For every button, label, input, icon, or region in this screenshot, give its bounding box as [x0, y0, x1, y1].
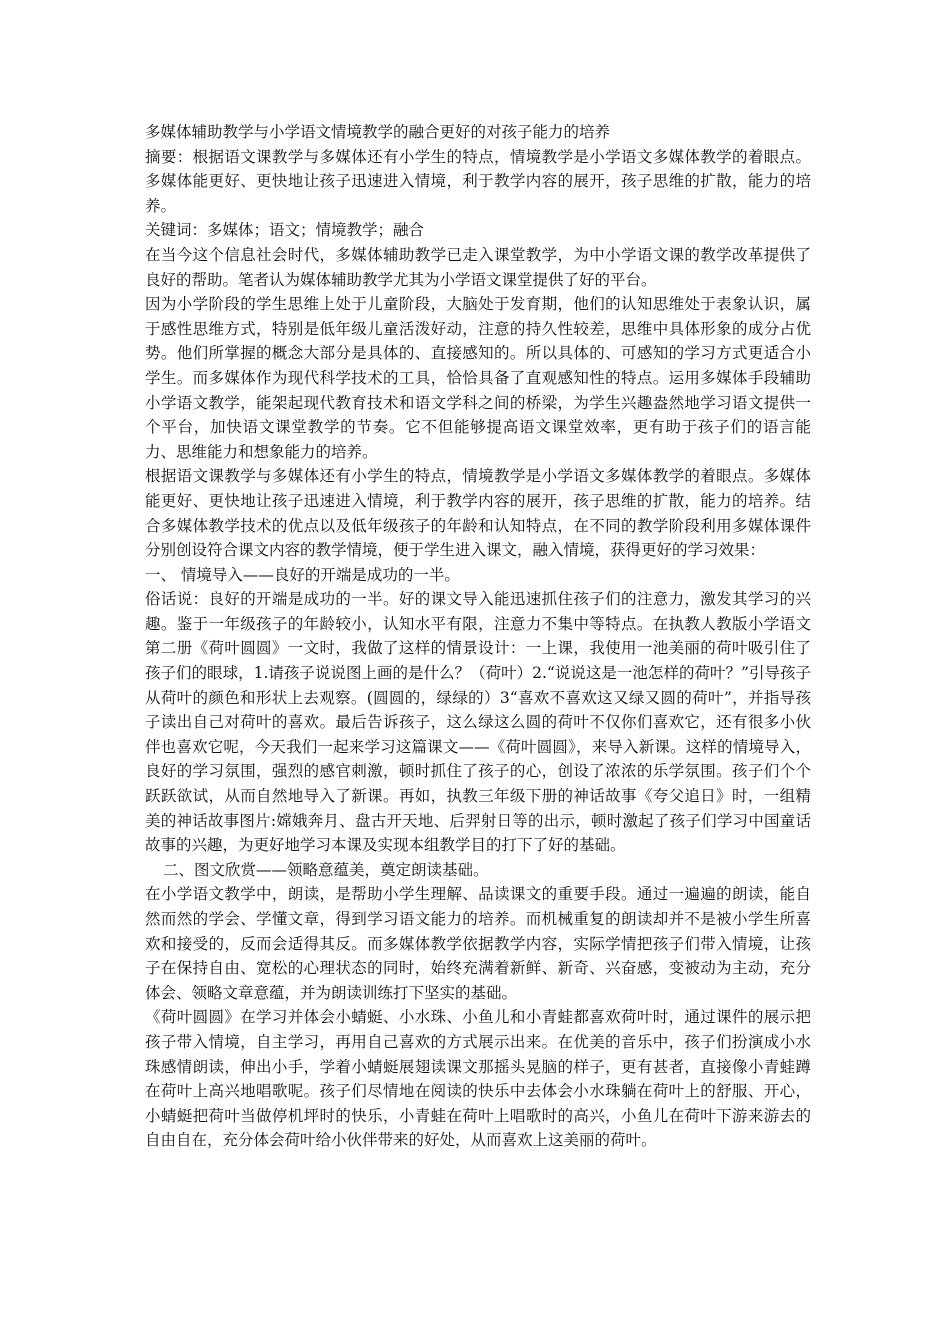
body-paragraph: 在当今这个信息社会时代，多媒体辅助教学已走入课堂教学，为中小学语文课的教学改革提供了良好的帮助。笔者认为媒体辅助教学尤其为小学语文课堂提供了好的平台。	[145, 245, 811, 289]
body-paragraph: 俗话说：良好的开端是成功的一半。好的课文导入能迅速抓住孩子们的注意力，激发其学习的兴趣。鉴于一年级孩子的年龄较小，认知水平有限，注意力不集中等特点。在执教人教版小学语文第二册《荷叶圆圆》一文时，我做了这样的情景设计：一上课，我使用一池美丽的荷叶吸引住了孩子们的眼球，1.请孩子说说图上画的是什么？（荷叶）2.“说说这是一池怎样的荷叶？”引导孩子从荷叶的颜色和形状上去观察。(圆圆的，绿绿的）3“喜欢不喜欢这又绿又圆的荷叶”，并指导孩子读出自己对荷叶的喜欢。最后告诉孩子，这么绿这么圆的荷叶不仅你们喜欢它，还有很多小伙伴也喜欢它呢，今天我们一起来学习这篇课文——《荷叶圆圆》，来导入新课。这样的情境导入，良好的学习氛围，强烈的感官刺激，顿时抓住了孩子的心，创设了浓浓的乐学氛围。孩子们个个跃跃欲试，从而自然地导入了新课。再如，执教三年级下册的神话故事《夸父追日》时，一组精美的神话故事图片:嫦娥奔月、盘古开天地、后羿射日等的出示，顿时激起了孩子们学习中国童话故事的兴趣，为更好地学习本课及实现本组教学目的打下了好的基础。	[145, 590, 811, 855]
section-heading: 一、 情境导入——良好的开端是成功的一半。	[145, 565, 460, 584]
body-paragraph: 《荷叶圆圆》在学习并体会小蜻蜓、小水珠、小鱼儿和小青蛙都喜欢荷叶时，通过课件的展示把孩子带入情境，自主学习，再用自己喜欢的方式展示出来。在优美的音乐中，孩子们扮演成小水珠感情朗读，伸出小手，学着小蜻蜓展翅读课文那摇头晃脑的样子，更有甚者，直接像小青蛙蹲在荷叶上高兴地唱歌呢。孩子们尽情地在阅读的快乐中去体会小水珠躺在荷叶上的舒服、开心，小蜻蜓把荷叶当做停机坪时的快乐，小青蛙在荷叶上唱歌时的高兴，小鱼儿在荷叶下游来游去的自由自在，充分体会荷叶给小伙伴带来的好处，从而喜欢上这美丽的荷叶。	[145, 1008, 811, 1150]
body-paragraph: 根据语文课教学与多媒体还有小学生的特点，情境教学是小学语文多媒体教学的着眼点。多媒体能更好、更快地让孩子迅速进入情境，利于教学内容的展开，孩子思维的扩散，能力的培养。结合多媒体教学技术的优点以及低年级孩子的年龄和认知特点，在不同的教学阶段利用多媒体课件分别创设符合课文内容的教学情境，便于学生进入课文，融入情境，获得更好的学习效果：	[145, 467, 811, 560]
abstract-paragraph: 摘要：根据语文课教学与多媒体还有小学生的特点，情境教学是小学语文多媒体教学的着眼点。多媒体能更好、更快地让孩子迅速进入情境，利于教学内容的展开，孩子思维的扩散，能力的培养。	[145, 147, 811, 215]
keywords-line: 关键词：多媒体；语文；情境教学；融合	[145, 221, 425, 240]
section-heading: 二、图文欣赏——领略意蕴美，奠定朗读基础。	[163, 860, 489, 879]
document-body	[145, 120, 811, 1153]
body-paragraph: 因为小学阶段的学生思维上处于儿童阶段，大脑处于发育期，他们的认知思维处于表象认识，属于感性思维方式，特别是低年级儿童活泼好动，注意的持久性较差，思维中具体形象的成分占优势。他们所掌握的概念大部分是具体的、直接感知的。所以具体的、可感知的学习方式更适合小学生。而多媒体作为现代科学技术的工具，恰恰具备了直观感知性的特点。运用多媒体手段辅助小学语文教学，能架起现代教育技术和语文学科之间的桥梁，为学生兴趣盎然地学习语文提供一个平台，加快语文课堂教学的节奏。它不但能够提高语文课堂效率，更有助于孩子们的语言能力、思维能力和想象能力的培养。	[145, 295, 811, 461]
document-title: 多媒体辅助教学与小学语文情境教学的融合更好的对孩子能力的培养	[145, 123, 611, 141]
body-paragraph: 在小学语文教学中，朗读，是帮助小学生理解、品读课文的重要手段。通过一遍遍的朗读，能自然而然的学会、学懂文章，得到学习语文能力的培养。而机械重复的朗读却并不是被小学生所喜欢和接受的，反而会适得其反。而多媒体教学依据教学内容，实际学情把孩子们带入情境，让孩子在保持自由、宽松的心理状态的同时，始终充满着新鲜、新奇、兴奋感，变被动为主动，充分体会、领略文章意蕴，并为朗读训练打下坚实的基础。	[145, 885, 811, 1002]
